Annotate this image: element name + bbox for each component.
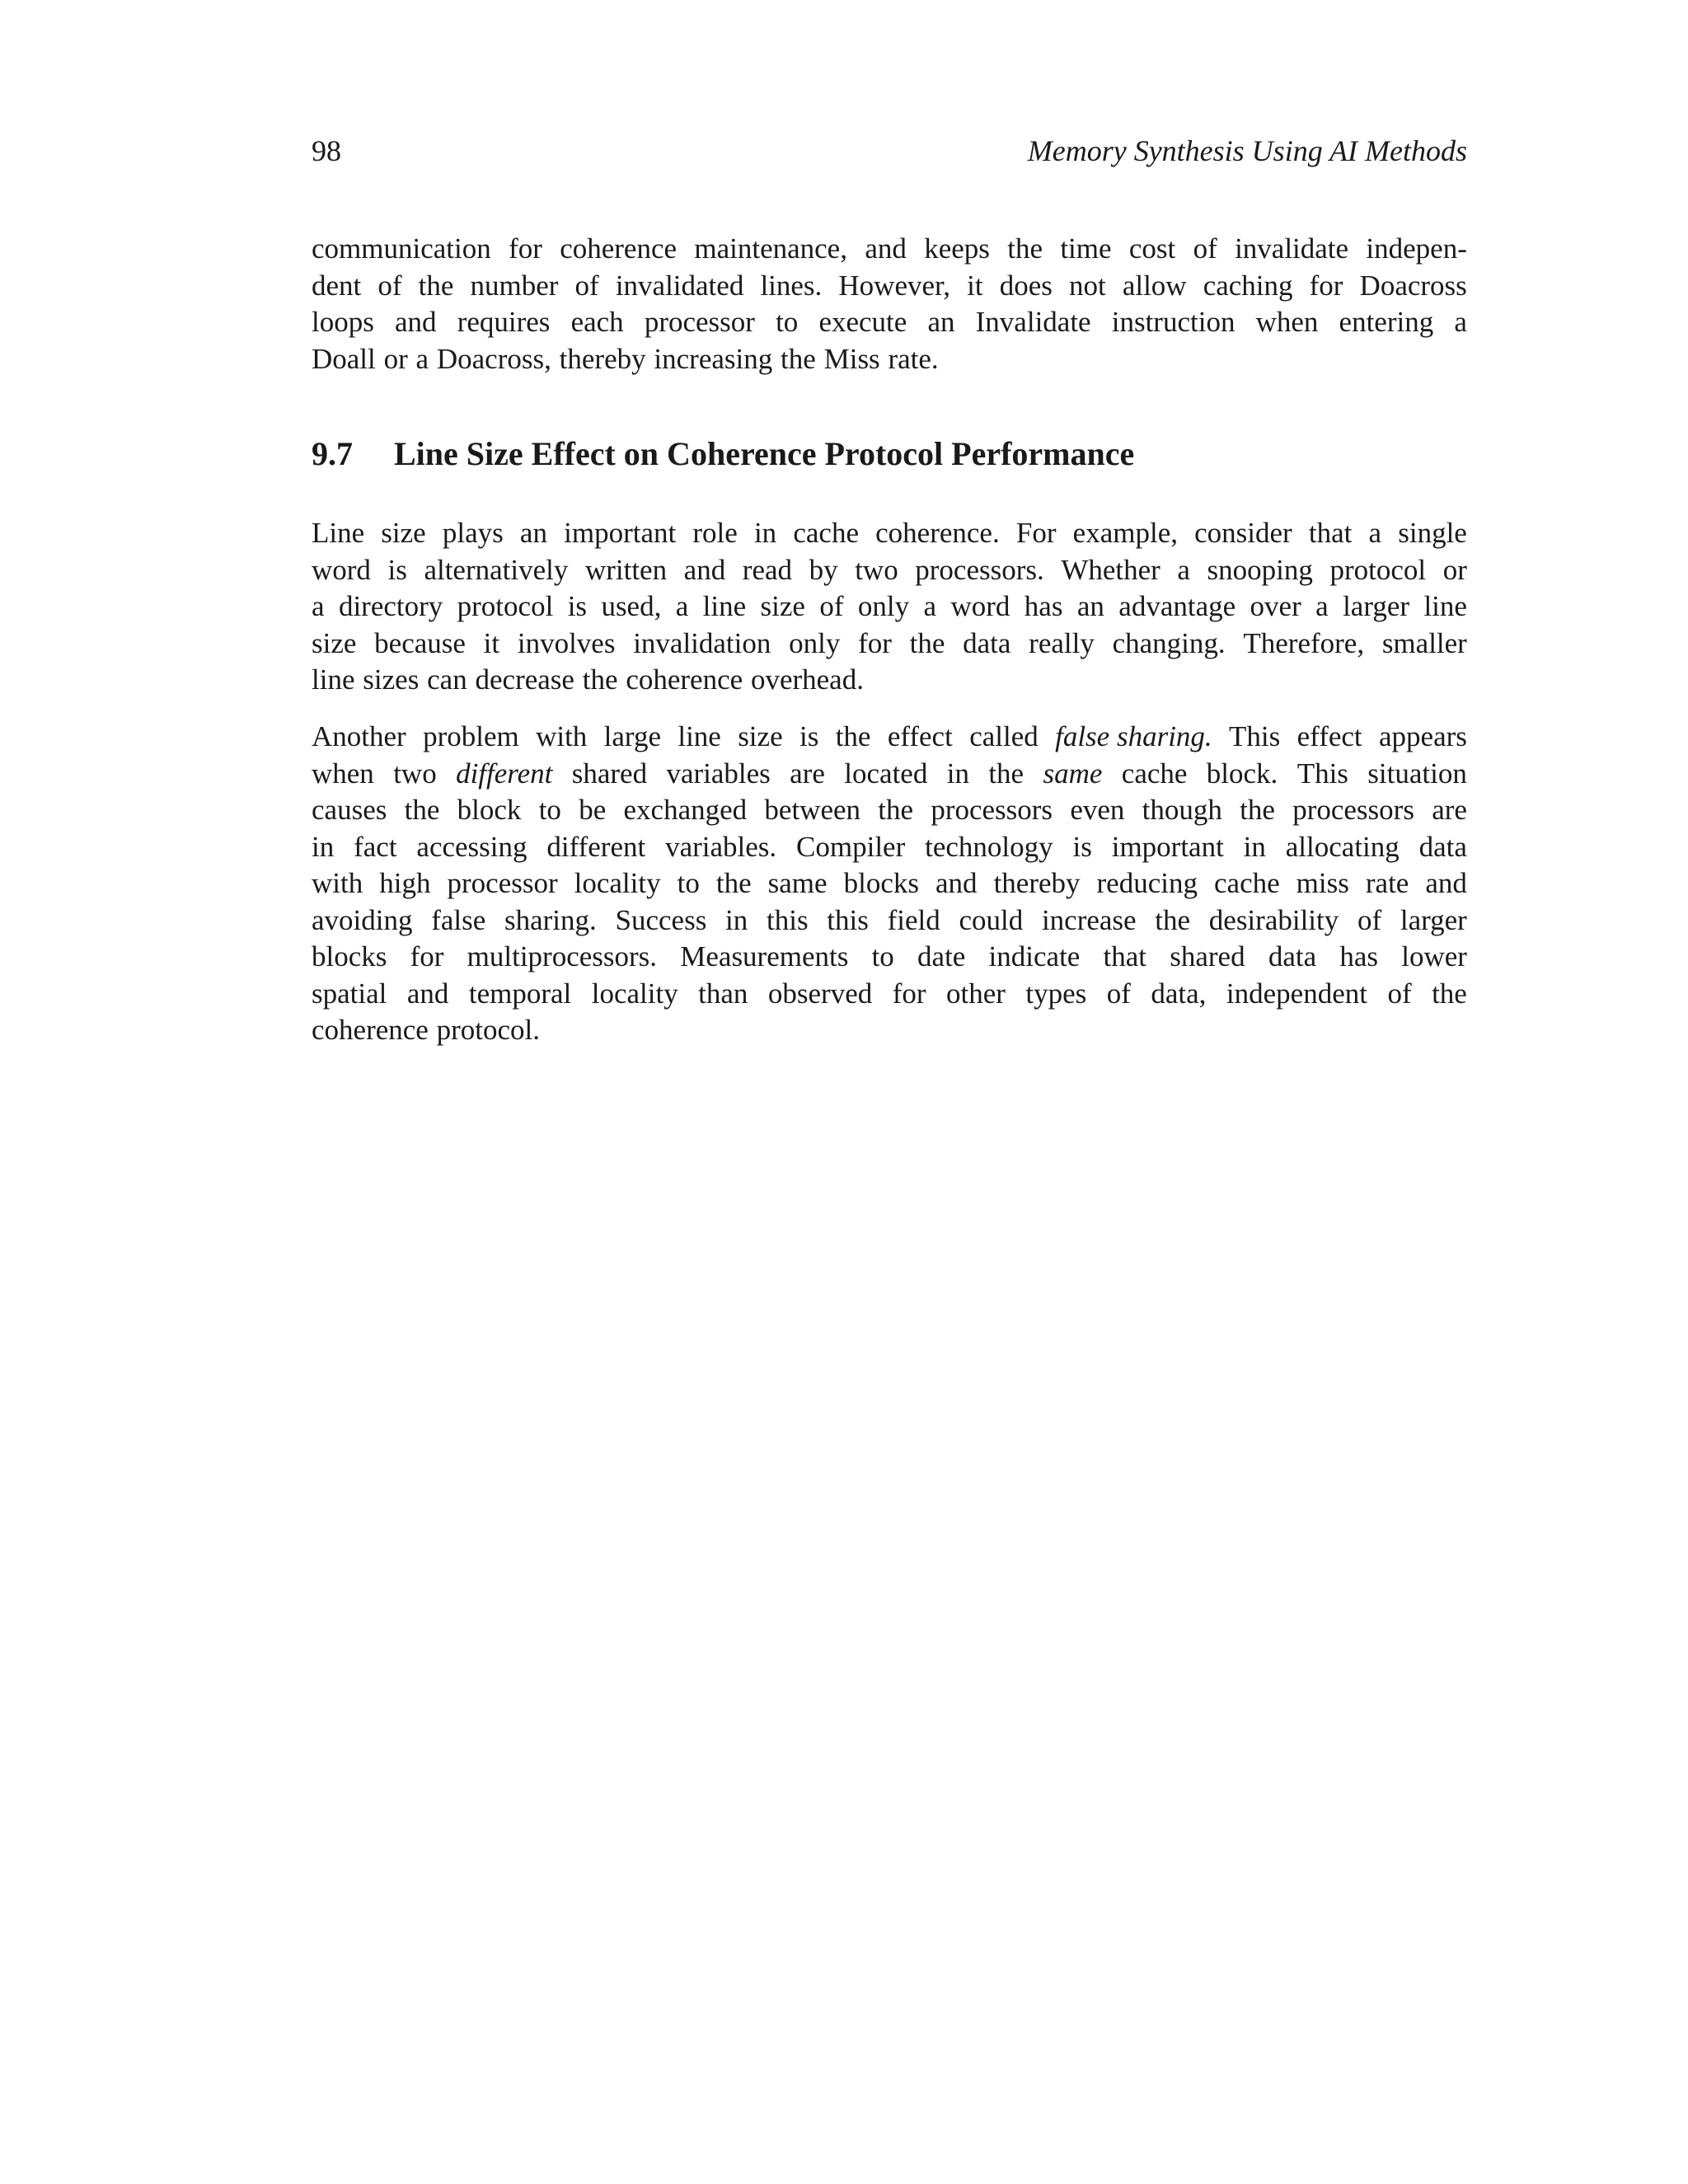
word: with bbox=[312, 867, 363, 899]
word: technology bbox=[925, 830, 1053, 863]
page-number: 98 bbox=[312, 134, 341, 167]
word: this bbox=[767, 903, 809, 936]
word: an bbox=[519, 517, 547, 549]
text-line bbox=[312, 865, 1467, 902]
word: word bbox=[950, 590, 1010, 622]
text-line bbox=[312, 976, 1467, 1013]
emphasis-same: same bbox=[1043, 757, 1103, 790]
word: coherence bbox=[560, 232, 678, 265]
word: and bbox=[395, 306, 437, 338]
word: directory bbox=[338, 590, 443, 622]
word: or bbox=[1442, 553, 1467, 586]
text-line bbox=[312, 304, 1467, 341]
document-page bbox=[312, 0, 1467, 2184]
word: though bbox=[1142, 794, 1222, 826]
word: it bbox=[967, 269, 983, 302]
word: two bbox=[393, 757, 437, 790]
section-number: 9.7 bbox=[312, 435, 353, 472]
word: Compiler bbox=[796, 830, 906, 863]
word: the bbox=[715, 867, 752, 899]
word: each bbox=[570, 306, 624, 338]
word: invalidation bbox=[633, 626, 771, 659]
word: of bbox=[1357, 903, 1382, 936]
word: located bbox=[844, 757, 928, 790]
word: larger bbox=[1343, 590, 1410, 622]
word: rate. bbox=[888, 342, 939, 375]
word: a bbox=[1315, 590, 1329, 622]
word: For bbox=[1015, 517, 1057, 549]
word: in bbox=[753, 517, 777, 549]
paragraph-line-size bbox=[312, 515, 1467, 699]
word: and bbox=[406, 977, 449, 1010]
word: However, bbox=[838, 269, 951, 302]
text-line bbox=[312, 1012, 1467, 1049]
word: desirability bbox=[1208, 903, 1339, 936]
word: than bbox=[698, 977, 748, 1010]
word: alternatively bbox=[424, 553, 569, 586]
word: used, bbox=[601, 590, 662, 622]
word: thereby bbox=[559, 342, 646, 375]
word: appears bbox=[1379, 720, 1467, 752]
word: effect bbox=[1296, 720, 1362, 752]
word: processors bbox=[931, 794, 1053, 826]
word: that bbox=[1308, 517, 1353, 549]
word: Doall bbox=[312, 342, 376, 375]
word: Therefore, bbox=[1243, 626, 1365, 659]
word: overhead. bbox=[750, 663, 864, 696]
word: increasing bbox=[654, 342, 773, 375]
word: indicate bbox=[988, 940, 1081, 972]
word: to bbox=[538, 794, 561, 826]
word: the bbox=[404, 794, 440, 826]
word: and bbox=[935, 867, 978, 899]
word: variables bbox=[666, 757, 771, 790]
word: variables. bbox=[665, 830, 777, 863]
word: independent bbox=[1226, 977, 1367, 1010]
word: of bbox=[819, 590, 844, 622]
word: or bbox=[383, 342, 408, 375]
word: role bbox=[692, 517, 738, 549]
word: size bbox=[760, 590, 805, 622]
word: by bbox=[809, 553, 838, 586]
word: only bbox=[789, 626, 841, 659]
word: coherence. bbox=[875, 517, 1000, 549]
word: size bbox=[381, 517, 426, 549]
word: to bbox=[871, 940, 894, 972]
word: blocks bbox=[312, 940, 387, 972]
word: a bbox=[1368, 517, 1382, 549]
word: line bbox=[1423, 590, 1467, 622]
word: protocol bbox=[457, 590, 554, 622]
word: written bbox=[584, 553, 668, 586]
text-line bbox=[312, 231, 1467, 268]
word: the bbox=[909, 626, 945, 659]
word: cache bbox=[1214, 867, 1280, 899]
word: single bbox=[1398, 517, 1467, 549]
word: could bbox=[959, 903, 1024, 936]
word: advantage bbox=[1118, 590, 1236, 622]
word: a bbox=[312, 590, 325, 622]
word: high bbox=[379, 867, 431, 899]
word: exchanged bbox=[623, 794, 748, 826]
word: block. bbox=[1206, 757, 1278, 790]
word: date bbox=[917, 940, 966, 972]
word: are bbox=[1432, 794, 1467, 826]
word: caching bbox=[1203, 269, 1293, 302]
word: requires bbox=[457, 306, 551, 338]
word: a bbox=[675, 590, 689, 622]
section-title: Line Size Effect on Coherence Protocol Performance bbox=[394, 435, 1135, 472]
word: different bbox=[546, 830, 646, 863]
word: is bbox=[387, 553, 407, 586]
word: a bbox=[1454, 306, 1467, 338]
word: even bbox=[1070, 794, 1125, 826]
word: the bbox=[781, 342, 816, 375]
word: miss bbox=[1296, 867, 1349, 899]
word: cache bbox=[793, 517, 859, 549]
word: accessing bbox=[416, 830, 528, 863]
word: it bbox=[483, 626, 500, 659]
emphasis-different: different bbox=[456, 757, 553, 790]
running-head bbox=[312, 132, 1467, 173]
word: data bbox=[963, 626, 1011, 659]
word: are bbox=[790, 757, 825, 790]
text-line bbox=[312, 939, 1467, 976]
text-line bbox=[312, 662, 1467, 699]
word: that bbox=[1103, 940, 1147, 972]
word: called bbox=[969, 720, 1039, 752]
word: larger bbox=[1400, 903, 1467, 936]
word: same bbox=[767, 867, 828, 899]
word: decrease bbox=[475, 663, 574, 696]
word: types bbox=[1025, 977, 1087, 1010]
word: of bbox=[377, 269, 402, 302]
text-line bbox=[312, 588, 1467, 626]
word: shared bbox=[571, 757, 648, 790]
word: for bbox=[858, 626, 892, 659]
word: the bbox=[878, 794, 914, 826]
word: sharing. bbox=[504, 903, 597, 936]
word: lower bbox=[1401, 940, 1467, 972]
word: allow bbox=[1122, 269, 1187, 302]
word: is bbox=[799, 720, 819, 752]
word: avoiding bbox=[312, 903, 413, 936]
word: example, bbox=[1072, 517, 1178, 549]
word: block bbox=[457, 794, 522, 826]
word: important bbox=[564, 517, 677, 549]
word: for bbox=[892, 977, 926, 1010]
word: size bbox=[738, 720, 783, 752]
word: cache bbox=[1121, 757, 1188, 790]
word: involves bbox=[517, 626, 616, 659]
text-line bbox=[312, 756, 1467, 793]
word: This bbox=[1229, 720, 1281, 752]
word: Doacross bbox=[1359, 269, 1467, 302]
word: read bbox=[742, 553, 793, 586]
word: of bbox=[574, 269, 599, 302]
text-line bbox=[312, 719, 1467, 756]
word: and bbox=[1425, 867, 1467, 899]
word: situation bbox=[1367, 757, 1467, 790]
word: be bbox=[579, 794, 607, 826]
word: important bbox=[1111, 830, 1224, 863]
word: communication bbox=[312, 232, 491, 265]
word: really bbox=[1029, 626, 1095, 659]
word: has bbox=[1339, 940, 1378, 972]
word: rate bbox=[1365, 867, 1409, 899]
word: sizes bbox=[363, 663, 420, 696]
word: keeps bbox=[924, 232, 990, 265]
word: invalidate bbox=[1235, 232, 1349, 265]
word: execute bbox=[818, 306, 907, 338]
word: blocks bbox=[843, 867, 919, 899]
word: of bbox=[1193, 232, 1217, 265]
word: entering bbox=[1339, 306, 1434, 338]
word: multiprocessors. bbox=[467, 940, 658, 972]
word: only bbox=[857, 590, 910, 622]
word: not bbox=[1068, 269, 1106, 302]
word: lines. bbox=[760, 269, 823, 302]
word: the bbox=[988, 757, 1025, 790]
word: with bbox=[536, 720, 588, 752]
word: thereby bbox=[993, 867, 1081, 899]
word: the bbox=[1240, 794, 1275, 826]
word: for bbox=[410, 940, 444, 972]
word: time bbox=[1060, 232, 1112, 265]
paragraph-false-sharing bbox=[312, 719, 1467, 1049]
word: smaller bbox=[1381, 626, 1467, 659]
word: fact bbox=[354, 830, 397, 863]
word: when bbox=[1255, 306, 1319, 338]
text-line bbox=[312, 792, 1467, 829]
text-line bbox=[312, 902, 1467, 940]
word: changing. bbox=[1112, 626, 1226, 659]
word: effect bbox=[887, 720, 953, 752]
word: and bbox=[683, 553, 726, 586]
word: line bbox=[702, 590, 747, 622]
word: reducing bbox=[1096, 867, 1198, 899]
text-line bbox=[312, 341, 1467, 378]
word: Invalidate bbox=[975, 306, 1091, 338]
word: large bbox=[603, 720, 661, 752]
word: data bbox=[1418, 830, 1467, 863]
word: processor bbox=[447, 867, 558, 899]
word: indepen- bbox=[1366, 232, 1467, 265]
word: in bbox=[725, 903, 748, 936]
word: allocating bbox=[1285, 830, 1400, 863]
word: does bbox=[999, 269, 1053, 302]
word: other bbox=[946, 977, 1006, 1010]
word: two bbox=[855, 553, 898, 586]
word: has bbox=[1024, 590, 1063, 622]
word: This bbox=[1296, 757, 1348, 790]
word: an bbox=[927, 306, 955, 338]
word: loops bbox=[312, 306, 374, 338]
word: the bbox=[1432, 977, 1467, 1010]
word: of bbox=[1387, 977, 1412, 1010]
word: the bbox=[582, 663, 618, 696]
word: is bbox=[567, 590, 588, 622]
word: this bbox=[827, 903, 869, 936]
word: coherence bbox=[312, 1014, 429, 1046]
word: false bbox=[431, 903, 486, 936]
word: over bbox=[1250, 590, 1301, 622]
word: a bbox=[923, 590, 937, 622]
word: to bbox=[677, 867, 700, 899]
word: snooping bbox=[1207, 553, 1313, 586]
word: Line bbox=[312, 517, 365, 549]
text-line bbox=[312, 552, 1467, 589]
word: Success bbox=[615, 903, 707, 936]
text-line bbox=[312, 626, 1467, 663]
text-line bbox=[312, 515, 1467, 552]
word: for bbox=[1309, 269, 1343, 302]
word: in bbox=[312, 830, 335, 863]
text-line bbox=[312, 829, 1467, 866]
word: to bbox=[776, 306, 799, 338]
word: processors bbox=[1292, 794, 1414, 826]
word: data, bbox=[1151, 977, 1207, 1010]
word: processor bbox=[644, 306, 755, 338]
word: data bbox=[1268, 940, 1317, 972]
word: the bbox=[835, 720, 871, 752]
word: Doacross, bbox=[436, 342, 551, 375]
word: of bbox=[1106, 977, 1131, 1010]
word: locality bbox=[591, 977, 678, 1010]
word: processors. bbox=[915, 553, 1044, 586]
word: in bbox=[946, 757, 969, 790]
word: word bbox=[312, 553, 371, 586]
word: and bbox=[865, 232, 907, 265]
word: Miss bbox=[823, 342, 880, 375]
word: temporal bbox=[468, 977, 572, 1010]
word: line bbox=[678, 720, 721, 752]
word: in bbox=[1243, 830, 1266, 863]
word: line bbox=[312, 663, 355, 696]
word: number bbox=[470, 269, 559, 302]
word: protocol. bbox=[436, 1014, 541, 1046]
emphasis-false-sharing: false sharing. bbox=[1055, 720, 1212, 752]
word: spatial bbox=[312, 977, 387, 1010]
word: locality bbox=[574, 867, 661, 899]
word: shared bbox=[1170, 940, 1245, 972]
word: plays bbox=[442, 517, 504, 549]
word: increase bbox=[1041, 903, 1137, 936]
word: observed bbox=[767, 977, 873, 1010]
word: protocol bbox=[1329, 553, 1427, 586]
word: can bbox=[427, 663, 467, 696]
word: the bbox=[1155, 903, 1191, 936]
word: instruction bbox=[1111, 306, 1236, 338]
continuation-paragraph bbox=[312, 231, 1467, 377]
word: the bbox=[1007, 232, 1043, 265]
word: consider bbox=[1194, 517, 1292, 549]
word: invalidated bbox=[615, 269, 744, 302]
text-line bbox=[312, 268, 1467, 305]
word: a bbox=[415, 342, 429, 375]
word: an bbox=[1076, 590, 1104, 622]
running-title: Memory Synthesis Using AI Methods bbox=[1027, 134, 1467, 167]
word: dent bbox=[312, 269, 362, 302]
word: coherence bbox=[626, 663, 743, 696]
word: between bbox=[764, 794, 861, 826]
word: size bbox=[312, 626, 357, 659]
word: causes bbox=[312, 794, 387, 826]
word: Whether bbox=[1061, 553, 1160, 586]
word: field bbox=[887, 903, 940, 936]
word: maintenance, bbox=[694, 232, 847, 265]
word: because bbox=[374, 626, 466, 659]
word: a bbox=[1177, 553, 1190, 586]
word: Another bbox=[312, 720, 406, 752]
word: is bbox=[1072, 830, 1092, 863]
section-heading bbox=[312, 434, 1467, 475]
word: Measurements bbox=[680, 940, 849, 972]
word: problem bbox=[423, 720, 519, 752]
word: the bbox=[418, 269, 454, 302]
word: cost bbox=[1128, 232, 1176, 265]
word: when bbox=[312, 757, 374, 790]
word: for bbox=[509, 232, 542, 265]
